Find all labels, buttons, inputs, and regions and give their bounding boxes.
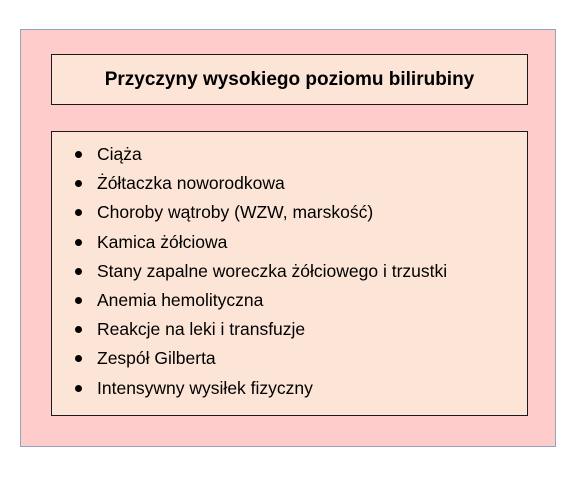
cause-label: Choroby wątroby (WZW, marskość) <box>97 202 374 223</box>
cause-label: Żółtaczka noworodkowa <box>97 173 285 194</box>
list-item <box>52 228 527 257</box>
list-item <box>52 344 527 373</box>
list-item <box>52 374 527 403</box>
cause-label: Stany zapalne woreczka żółciowego i trzustki <box>97 260 448 281</box>
bullet-icon <box>75 239 82 246</box>
causes-list <box>52 132 527 403</box>
cause-label: Ciąża <box>97 144 142 165</box>
cause-label: Anemia hemolityczna <box>97 290 264 311</box>
list-item <box>52 315 527 344</box>
list-item <box>52 198 527 227</box>
list-item <box>52 140 527 169</box>
cause-label: Intensywny wysiłek fizyczny <box>97 377 313 398</box>
bullet-icon <box>75 355 82 362</box>
bullet-icon <box>75 209 82 216</box>
list-item <box>52 286 527 315</box>
bullet-icon <box>75 151 82 158</box>
bullet-icon <box>75 268 82 275</box>
diagram-title: Przyczyny wysokiego poziomu bilirubiny <box>104 68 475 90</box>
bullet-icon <box>75 180 82 187</box>
causes-box <box>51 131 528 416</box>
bullet-icon <box>75 326 82 333</box>
list-item <box>52 257 527 286</box>
bullet-icon <box>75 297 82 304</box>
cause-label: Reakcje na leki i transfuzje <box>97 319 306 340</box>
title-box <box>51 54 528 105</box>
bullet-icon <box>75 385 82 392</box>
list-item <box>52 169 527 198</box>
cause-label: Kamica żółciowa <box>97 231 228 252</box>
cause-label: Zespół Gilberta <box>97 348 216 369</box>
